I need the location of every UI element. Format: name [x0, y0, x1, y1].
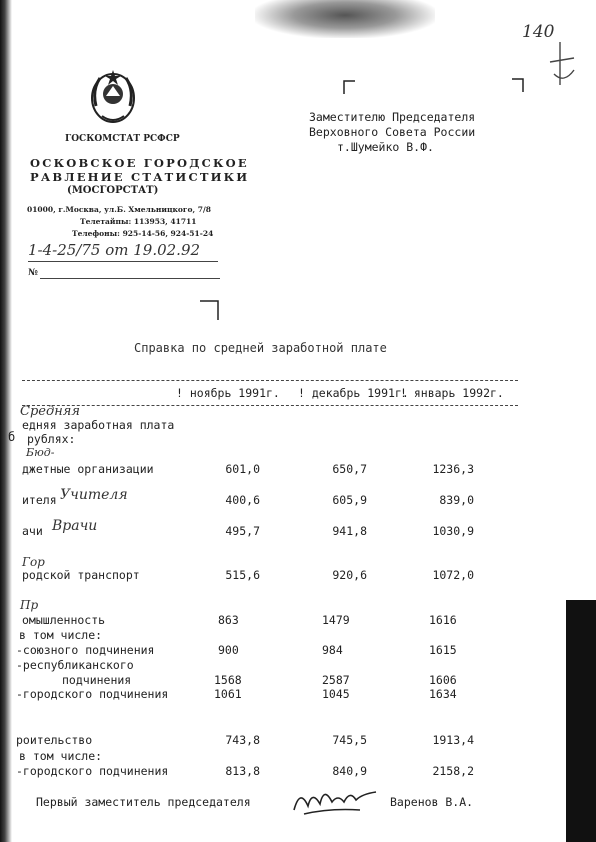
cell-nov: 813,8	[225, 764, 260, 778]
cell-jan: 1236,3	[432, 462, 474, 476]
annotation-byud: Бюд-	[26, 446, 55, 459]
row-label: ителя	[22, 493, 57, 507]
cell-nov: 743,8	[225, 733, 260, 747]
row-label: -городского подчинения	[16, 687, 169, 701]
cell-dec: 650,7	[332, 462, 367, 476]
cell-jan: 1913,4	[432, 733, 474, 747]
cell-nov: 515,6	[225, 568, 260, 582]
reference-underline	[28, 261, 218, 262]
number-label: №	[28, 268, 38, 278]
org-phones: Телефоны: 925-14-56, 924-51-24	[72, 229, 214, 238]
addressee-line3: т.Шумейко В.Ф.	[337, 140, 434, 154]
state-emblem	[88, 66, 138, 126]
margin-mark: б	[8, 430, 16, 444]
cell-nov: 495,7	[225, 524, 260, 538]
row-label: ачи	[22, 524, 43, 538]
cell-dec: 920,6	[332, 568, 367, 582]
document-title: Справка по средней заработной плате	[134, 341, 387, 355]
corner-mark-left	[343, 80, 355, 94]
cell-jan: 1616	[429, 613, 457, 627]
cell-dec: 605,9	[332, 493, 367, 507]
cell-dec: 1045	[322, 687, 350, 701]
annotation-gor: Гор	[22, 555, 45, 569]
cell-nov: 1568	[214, 673, 242, 687]
row-label: подчинения	[62, 673, 132, 687]
row-label: -республиканского	[16, 658, 134, 672]
table-rule-top	[22, 380, 518, 381]
row-label: джетные организации	[22, 462, 154, 476]
page-number: 140	[522, 22, 555, 42]
reference-handwritten: 1-4-25/75 от 19.02.92	[28, 241, 201, 259]
cell-jan: 1030,9	[432, 524, 474, 538]
margin-scribble	[540, 40, 580, 90]
cell-jan: 1606	[429, 673, 457, 687]
cell-dec: 2587	[322, 673, 350, 687]
addressee-line1: Заместителю Председателя	[309, 110, 476, 124]
signer-name: Варенов В.А.	[390, 795, 474, 809]
org-short-name: (МОСГОРСТАТ)	[67, 185, 159, 196]
cell-dec: 840,9	[332, 764, 367, 778]
row-label: -союзного подчинения	[16, 643, 155, 657]
cell-dec: 984	[322, 643, 343, 657]
scan-smudge-top	[255, 0, 435, 38]
row-label: родской транспорт	[22, 568, 140, 582]
cell-nov: 900	[218, 643, 239, 657]
cell-jan: 1634	[429, 687, 457, 701]
cell-jan: 1072,0	[432, 568, 474, 582]
cell-jan: 839,0	[439, 493, 474, 507]
column-header-jan-1992: ! январь 1992г.	[400, 386, 504, 400]
cell-nov: 863	[218, 613, 239, 627]
table-rule-header	[22, 405, 518, 406]
corner-mark-right	[512, 78, 524, 92]
org-address: 01000, г.Москва, ул.Б. Хмельницкого, 7/8	[27, 205, 211, 214]
table-heading-line2: рублях:	[27, 432, 76, 446]
addressee-line2: Верховного Совета России	[309, 125, 476, 139]
signer-title: Первый заместитель председателя	[36, 795, 251, 809]
row-annotation: Врачи	[52, 518, 98, 534]
cell-nov: 400,6	[225, 493, 260, 507]
signature	[290, 780, 380, 820]
row-label: омышленность	[22, 613, 106, 627]
row-annotation: Учителя	[60, 487, 128, 503]
column-header-dec-1991: ! декабрь 1991г.	[298, 386, 409, 400]
cell-jan: 1615	[429, 643, 457, 657]
org-name-line2: РАВЛЕНИЕ СТАТИСТИКИ	[30, 170, 250, 184]
number-underline	[40, 278, 220, 279]
scan-edge-right	[566, 600, 596, 842]
cell-nov: 601,0	[225, 462, 260, 476]
cell-dec: 941,8	[332, 524, 367, 538]
cell-dec: 745,5	[332, 733, 367, 747]
row-label: в том числе:	[19, 749, 103, 763]
annotation-srednyaya: Средняя	[20, 404, 80, 419]
org-teletype: Телетайпы: 113953, 41711	[80, 217, 197, 226]
annotation-pr: Пр	[20, 598, 39, 612]
cell-jan: 2158,2	[432, 764, 474, 778]
corner-mark-mid	[200, 300, 220, 320]
row-label: в том числе:	[19, 628, 103, 642]
org-name-line1: ОСКОВСКОЕ ГОРОДСКОЕ	[30, 156, 249, 170]
table-heading-line1: едняя заработная плата	[22, 418, 175, 432]
cell-nov: 1061	[214, 687, 242, 701]
column-header-nov-1991: ! ноябрь 1991г.	[176, 386, 280, 400]
cell-dec: 1479	[322, 613, 350, 627]
scan-edge-left	[0, 0, 12, 842]
agency-name: ГОСКОМСТАТ РСФСР	[65, 134, 180, 144]
row-label: роительство	[16, 733, 93, 747]
row-label: -городского подчинения	[16, 764, 169, 778]
